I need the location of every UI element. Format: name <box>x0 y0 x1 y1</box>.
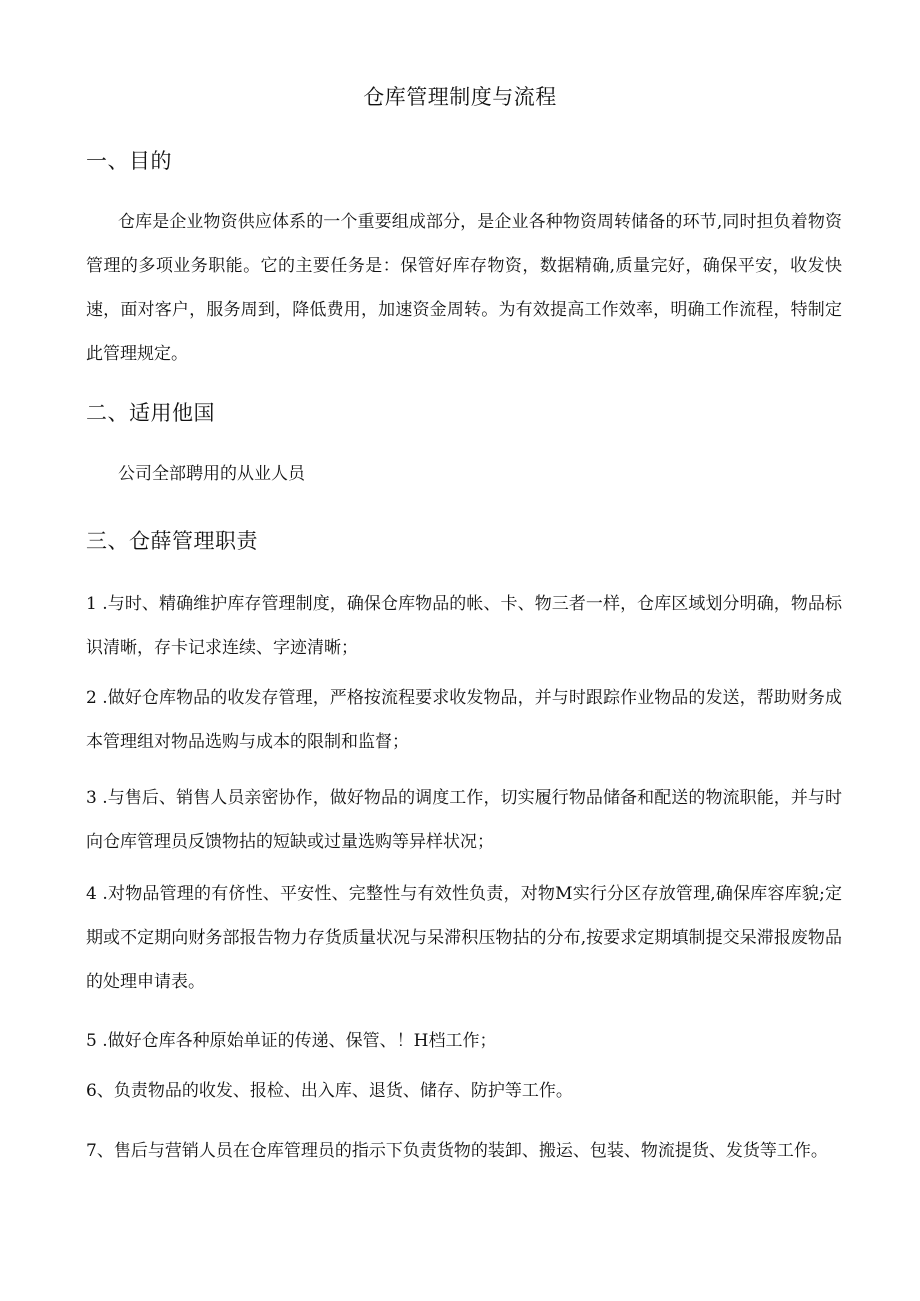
duty-item: 2 .做好仓库物品的收发存管理，严格按流程要求收发物品，并与时跟踪作业物品的发送，帮助财务成本管理组对物品选购与成本的限制和监督； <box>86 688 842 752</box>
section-heading-scope: 二、适用他国 <box>86 401 215 425</box>
duty-item: 7、售后与营销人员在仓库管理员的指示下负责货物的装卸、搬运、包装、物流提货、发货等工作。 <box>86 1141 828 1161</box>
duty-item: 3 .与售后、销售人员亲密协作，做好物品的调度工作，切实履行物品储备和配送的物流职能，并与时向仓库管理员反馈物拈的短缺或过量选购等异样状况； <box>86 788 842 852</box>
section-heading-duties: 三、仓薛管理职责 <box>86 529 258 553</box>
section-paragraph-purpose: 仓库是企业物资供应体系的一个重要组成部分，是企业各种物资周转储备的环节,同时担负着物资管理的多项业务职能。它的主要任务是：保管好库存物资，数据精确,质量完好，确保平安，收发快速，面对客户，服务周到，降低费用，加速资金周转。为有效提高工作效率，明确工作流程，特制定此管理规定。 <box>86 212 842 364</box>
section-heading-purpose: 一、目的 <box>86 149 172 173</box>
duty-item: 6、负责物品的收发、报检、出入库、退货、储存、防护等工作。 <box>86 1081 573 1101</box>
duty-item: 4 .对物品管理的有侪性、平安性、完整性与有效性负责，对物M实行分区存放管理,确保库容库貌;定期或不定期向财务部报告物力存货质量状况与呆滞积压物拈的分布,按要求定期填制提交呆滞报废物品的处理申请表。 <box>86 884 842 992</box>
document-title: 仓库管理制度与流程 <box>363 85 557 109</box>
duty-item: 5 .做好仓库各种原始单证的传递、保管、！H档工作； <box>86 1031 497 1051</box>
duty-item: 1 .与时、精确维护库存管理制度，确保仓库物品的帐、卡、物三者一样，仓库区域划分明确，物品标识清晰，存卡记求连续、字迹清晰； <box>86 594 842 658</box>
section-paragraph-scope: 公司全部聘用的从业人员 <box>118 464 305 484</box>
